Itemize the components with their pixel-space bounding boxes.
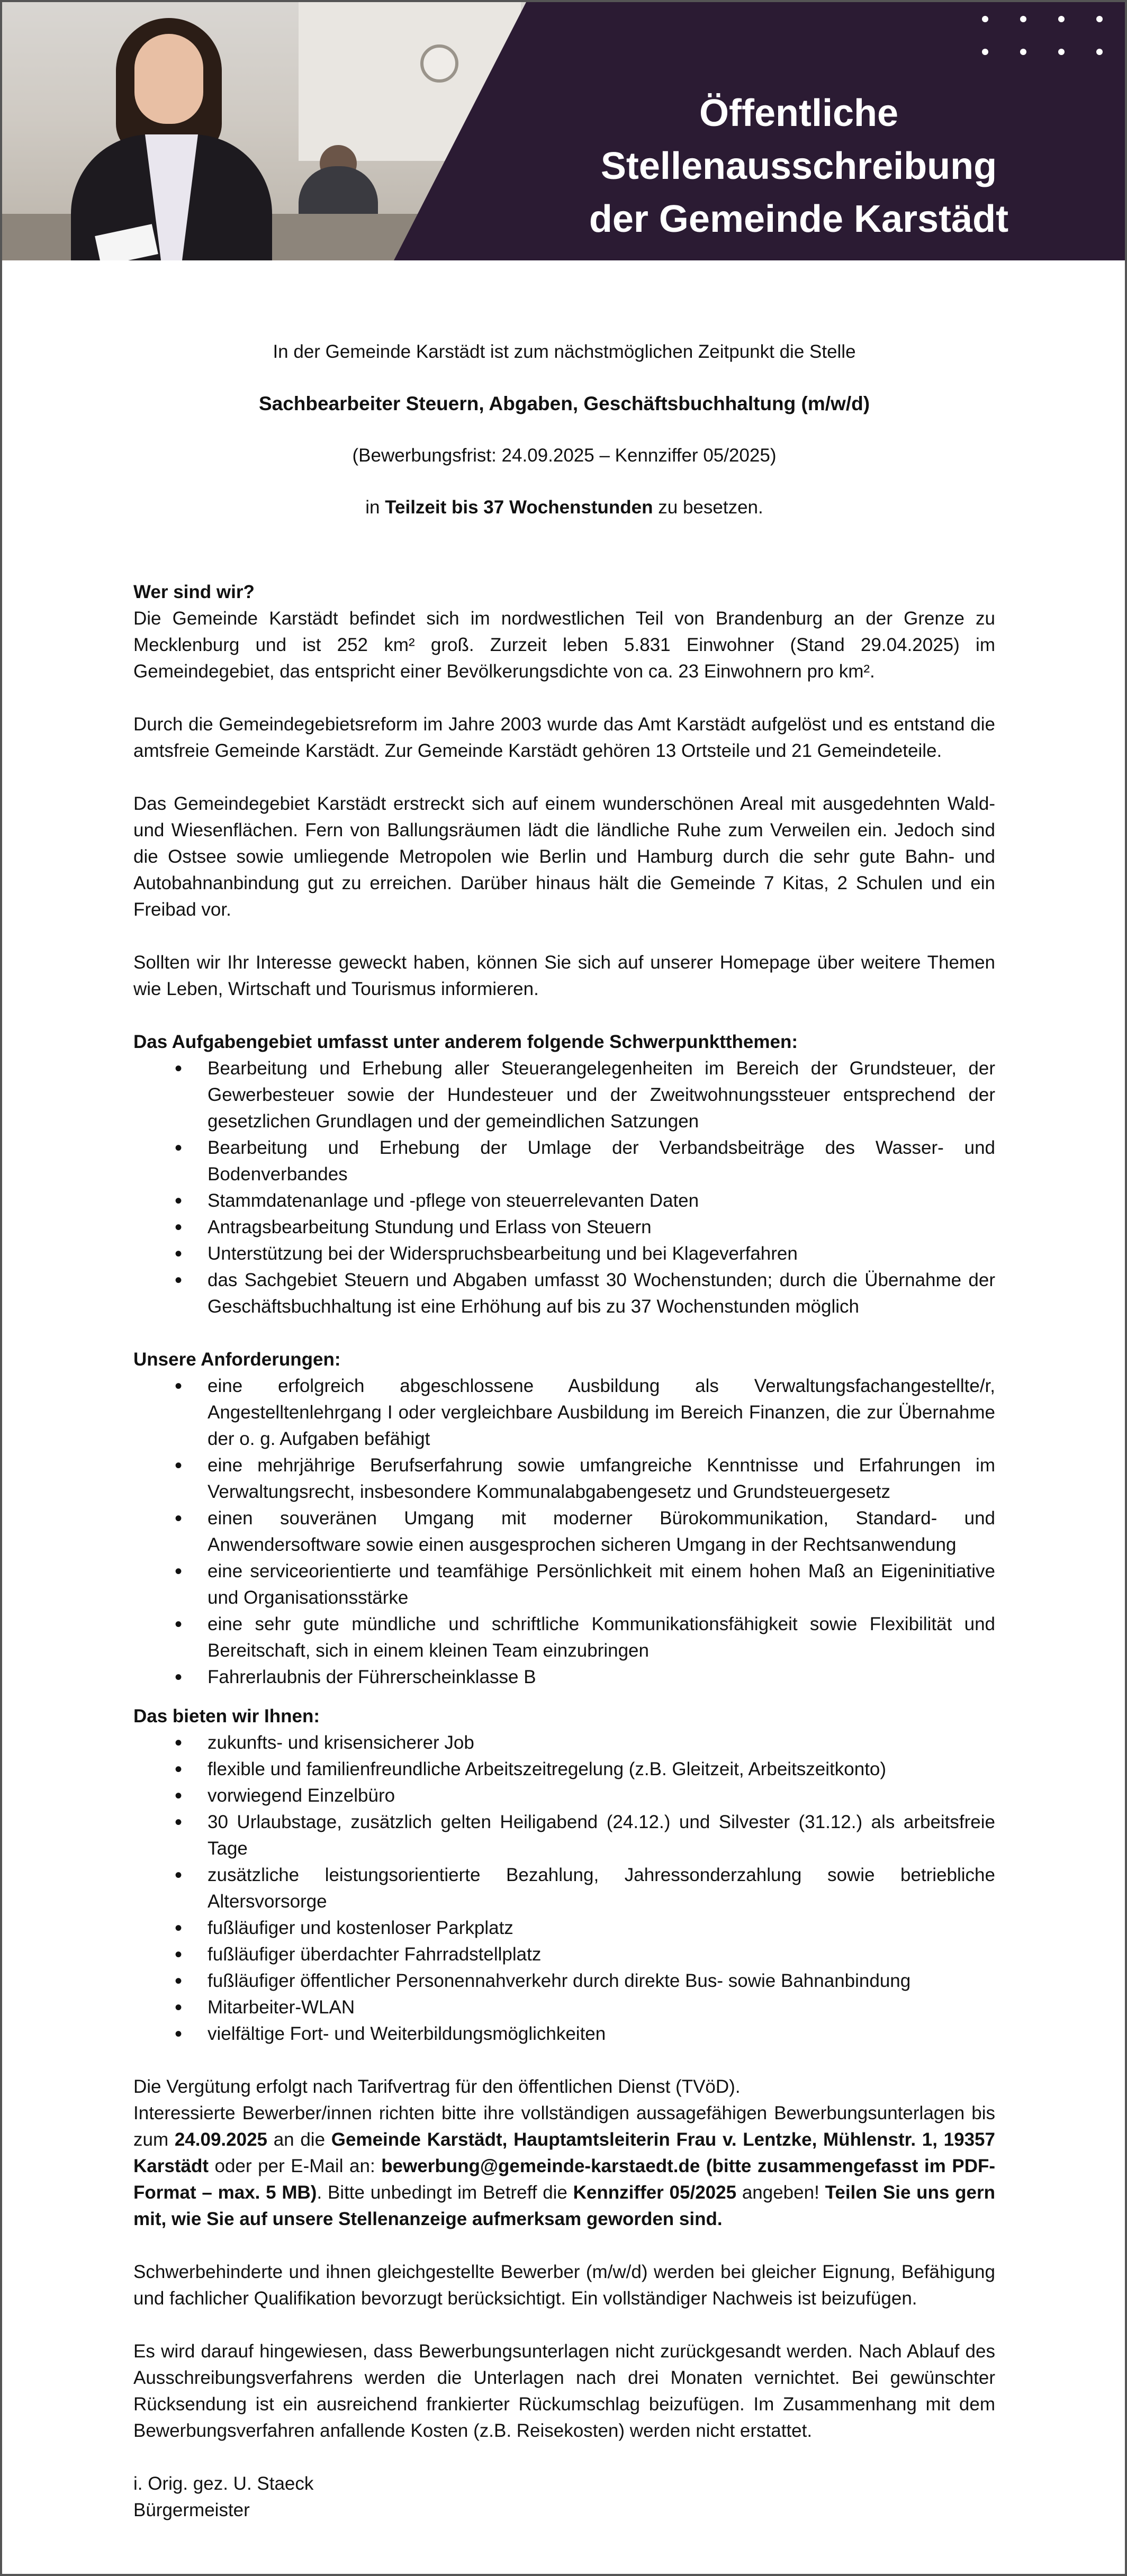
intro-line: In der Gemeinde Karstädt ist zum nächstmöglichen Zeitpunkt die Stelle: [273, 341, 856, 362]
about-paragraph-4: Sollten wir Ihr Interesse geweckt haben, können Sie sich auf unserer Homepage über weitere Themen wie Leben, Wirtschaft und Tourismus informieren.: [133, 952, 995, 999]
application-deadline: 24.09.2025: [174, 2129, 267, 2150]
list-item: • fußläufiger öffentlicher Personennahverkehr durch direkte Bus- sowie Bahnanbindung: [133, 1968, 995, 1994]
parttime-line: in Teilzeit bis 37 Wochenstunden zu besetzen.: [365, 497, 763, 518]
requirements-heading: Unsere Anforderungen:: [133, 1349, 341, 1370]
list-item: • 30 Urlaubstage, zusätzlich gelten Heiligabend (24.12.) und Silvester (31.12.) als arbeitsfreie Tage: [133, 1809, 995, 1862]
list-item: • Stammdatenanlage und -pflege von steuerrelevanten Daten: [133, 1188, 995, 1214]
reference-number: Kennziffer 05/2025: [573, 2182, 737, 2203]
returns-note: Es wird darauf hingewiesen, dass Bewerbungsunterlagen nicht zurückgesandt werden. Nach Ablauf des Ausschreibungsverfahrens werden die Unterlagen nach drei Monaten vernichtet. Bei gewünschter Rücksendung ist ein ausreichend frankierter Rückumschlag beizufügen. Im Zusammenhang mit dem Bewerbungsverfahren anfallende Kosten (z.B. Reisekosten) werden nicht erstattet.: [133, 2341, 995, 2441]
list-item: • eine mehrjährige Berufserfahrung sowie umfangreiche Kenntnisse und Erfahrungen im Verwaltungsrecht, insbesondere Kommunalabgabengesetz und Grundsteuergesetz: [133, 1452, 995, 1505]
job-title: Sachbearbeiter Steuern, Abgaben, Geschäftsbuchhaltung (m/w/d): [258, 393, 870, 414]
main-content: [133, 339, 995, 2524]
list-item: • einen souveränen Umgang mit moderner Bürokommunikation, Standard- und Anwendersoftware sowie einen ausgesprochen sicheren Umgang in der Rechtsanwendung: [133, 1505, 995, 1558]
signature-line: i. Orig. gez. U. Staeck: [133, 2473, 314, 2494]
about-paragraph-2: Durch die Gemeindegebietsreform im Jahre 2003 wurde das Amt Karstädt aufgelöst und es entstand die amtsfreie Gemeinde Karstädt. Zur Gemeinde Karstädt gehören 13 Ortsteile und 21 Gemeindeteile.: [133, 714, 995, 761]
deadline: (Bewerbungsfrist: 24.09.2025 – Kennziffer 05/2025): [352, 445, 777, 466]
list-item: • Antragsbearbeitung Stundung und Erlass von Steuern: [133, 1214, 995, 1241]
list-item: • Bearbeitung und Erhebung der Umlage der Verbandsbeiträge des Wasser- und Bodenverbandes: [133, 1135, 995, 1188]
title-line-2: der Gemeinde Karstädt: [589, 198, 1009, 240]
postal-address: Gemeinde Karstädt, Hauptamtsleiterin Frau v. Lentzke, Mühlenstr. 1, 19357 Karstädt: [133, 2129, 995, 2176]
list-item: • flexible und familienfreundliche Arbeitszeitregelung (z.B. Gleitzeit, Arbeitszeitkonto): [133, 1756, 995, 1783]
businesswoman-photo: [66, 2, 277, 260]
application-instructions: Interessierte Bewerber/innen richten bitte ihre vollständigen aussagefähigen Bewerbungsunterlagen bis zum 24.09.2025 an die Gemeinde Karstädt, Hauptamtsleiterin Frau v. Lentzke, Mühlenstr. 1, 19357 Karstädt oder per E-Mail an: bewerbung@gemeinde-karstaedt.de (bitte zusammengefasst im PDF-Format – max. 5 MB). Bitte unbedingt im Betreff die Kennziffer 05/2025 angeben! Teilen Sie uns gern mit, wie Sie auf unsere Stellenanzeige aufmerksam geworden sind.: [133, 2103, 996, 2229]
application-email: bewerbung@gemeinde-karstaedt.de (bitte zusammengefasst im PDF-Format – max. 5 MB): [133, 2156, 996, 2203]
list-item: • vielfältige Fort- und Weiterbildungsmöglichkeiten: [133, 2021, 995, 2047]
list-item: • zusätzliche leistungsorientierte Bezahlung, Jahressonderzahlung sowie betriebliche Altersvorsorge: [133, 1862, 995, 1915]
list-item: • das Sachgebiet Steuern und Abgaben umfasst 30 Wochenstunden; durch die Übernahme der Geschäftsbuchhaltung ist eine Erhöhung auf bis zu 37 Wochenstunden möglich: [133, 1267, 995, 1320]
list-item: • fußläufiger überdachter Fahrradstellplatz: [133, 1941, 995, 1968]
list-item: • eine erfolgreich abgeschlossene Ausbildung als Verwaltungsfachangestellte/r, Angestelltenlehrgang I oder vergleichbare Ausbildung im Bereich Finanzen, die zur Übernahme der o. g. Aufgaben befähigt: [133, 1373, 995, 1452]
list-item: • Bearbeitung und Erhebung aller Steuerangelegenheiten im Bereich der Grundsteuer, der Gewerbesteuer sowie der Hundesteuer und der Zweitwohnungssteuer entsprechend der gesetzlichen Grundlagen und der gemeindlichen Satzungen: [133, 1055, 995, 1135]
about-paragraph-1: Die Gemeinde Karstädt befindet sich im nordwestlichen Teil von Brandenburg an der Grenze zu Mecklenburg und ist 252 km² groß. Zurzeit leben 5.831 Einwohner (Stand 29.04.2025) im Gemeindegebiet, das entspricht einer Bevölkerungsdichte von ca. 23 Einwohnern pro km².: [133, 608, 995, 682]
tasks-heading: Das Aufgabengebiet umfasst unter anderem folgende Schwerpunktthemen:: [133, 1032, 798, 1052]
page-title: [500, 87, 1098, 246]
list-item: • Mitarbeiter-WLAN: [133, 1994, 995, 2021]
title-line-1: Öffentliche Stellenausschreibung: [600, 92, 997, 187]
list-item: • Unterstützung bei der Widerspruchsbearbeitung und bei Klageverfahren: [133, 1241, 995, 1267]
offer-list: [133, 1730, 995, 2047]
about-heading: Wer sind wir?: [133, 582, 255, 602]
list-item: • vorwiegend Einzelbüro: [133, 1783, 995, 1809]
list-item: • zukunfts- und krisensicherer Job: [133, 1730, 995, 1756]
wall-clock: [420, 44, 458, 83]
list-item: • fußläufiger und kostenloser Parkplatz: [133, 1915, 995, 1941]
source-request: Teilen Sie uns gern mit, wie Sie auf unsere Stellenanzeige aufmerksam geworden sind.: [133, 2182, 996, 2229]
decorative-dots: [982, 16, 1104, 55]
disability-note: Schwerbehinderte und ihnen gleichgestellte Bewerber (m/w/d) werden bei gleicher Eignung, Befähigung und fachlicher Qualifikation bevorzugt berücksichtigt. Ein vollständiger Nachweis ist beizufügen.: [133, 2262, 995, 2309]
list-item: • eine serviceorientierte und teamfähige Persönlichkeit mit einem hohen Maß an Eigeninitiative und Organisationsstärke: [133, 1558, 995, 1611]
tasks-list: [133, 1055, 995, 1320]
header-banner: [2, 2, 1125, 260]
about-paragraph-3: Das Gemeindegebiet Karstädt erstreckt sich auf einem wunderschönen Areal mit ausgedehnten Wald- und Wiesenflächen. Fern von Ballungsräumen lädt die ländliche Ruhe zum Verweilen ein. Jedoch sind die Ostsee sowie umliegende Metropolen wie Berlin und Hamburg durch die sehr gute Bahn- und Autobahnanbindung gut zu erreichen. Darüber hinaus hält die Gemeinde 7 Kitas, 2 Schulen und ein Freibad vor.: [133, 793, 995, 920]
signature-role: Bürgermeister: [133, 2500, 250, 2520]
parttime-hours: Teilzeit bis 37 Wochenstunden: [385, 497, 653, 518]
pay-note: Die Vergütung erfolgt nach Tarifvertrag für den öffentlichen Dienst (TVöD).: [133, 2076, 741, 2097]
list-item: • eine sehr gute mündliche und schriftliche Kommunikationsfähigkeit sowie Flexibilität und Bereitschaft, sich in einem kleinen Team einzubringen: [133, 1611, 995, 1664]
list-item: • Fahrerlaubnis der Führerscheinklasse B: [133, 1664, 995, 1691]
offer-heading: Das bieten wir Ihnen:: [133, 1706, 320, 1727]
requirements-list: [133, 1373, 995, 1691]
